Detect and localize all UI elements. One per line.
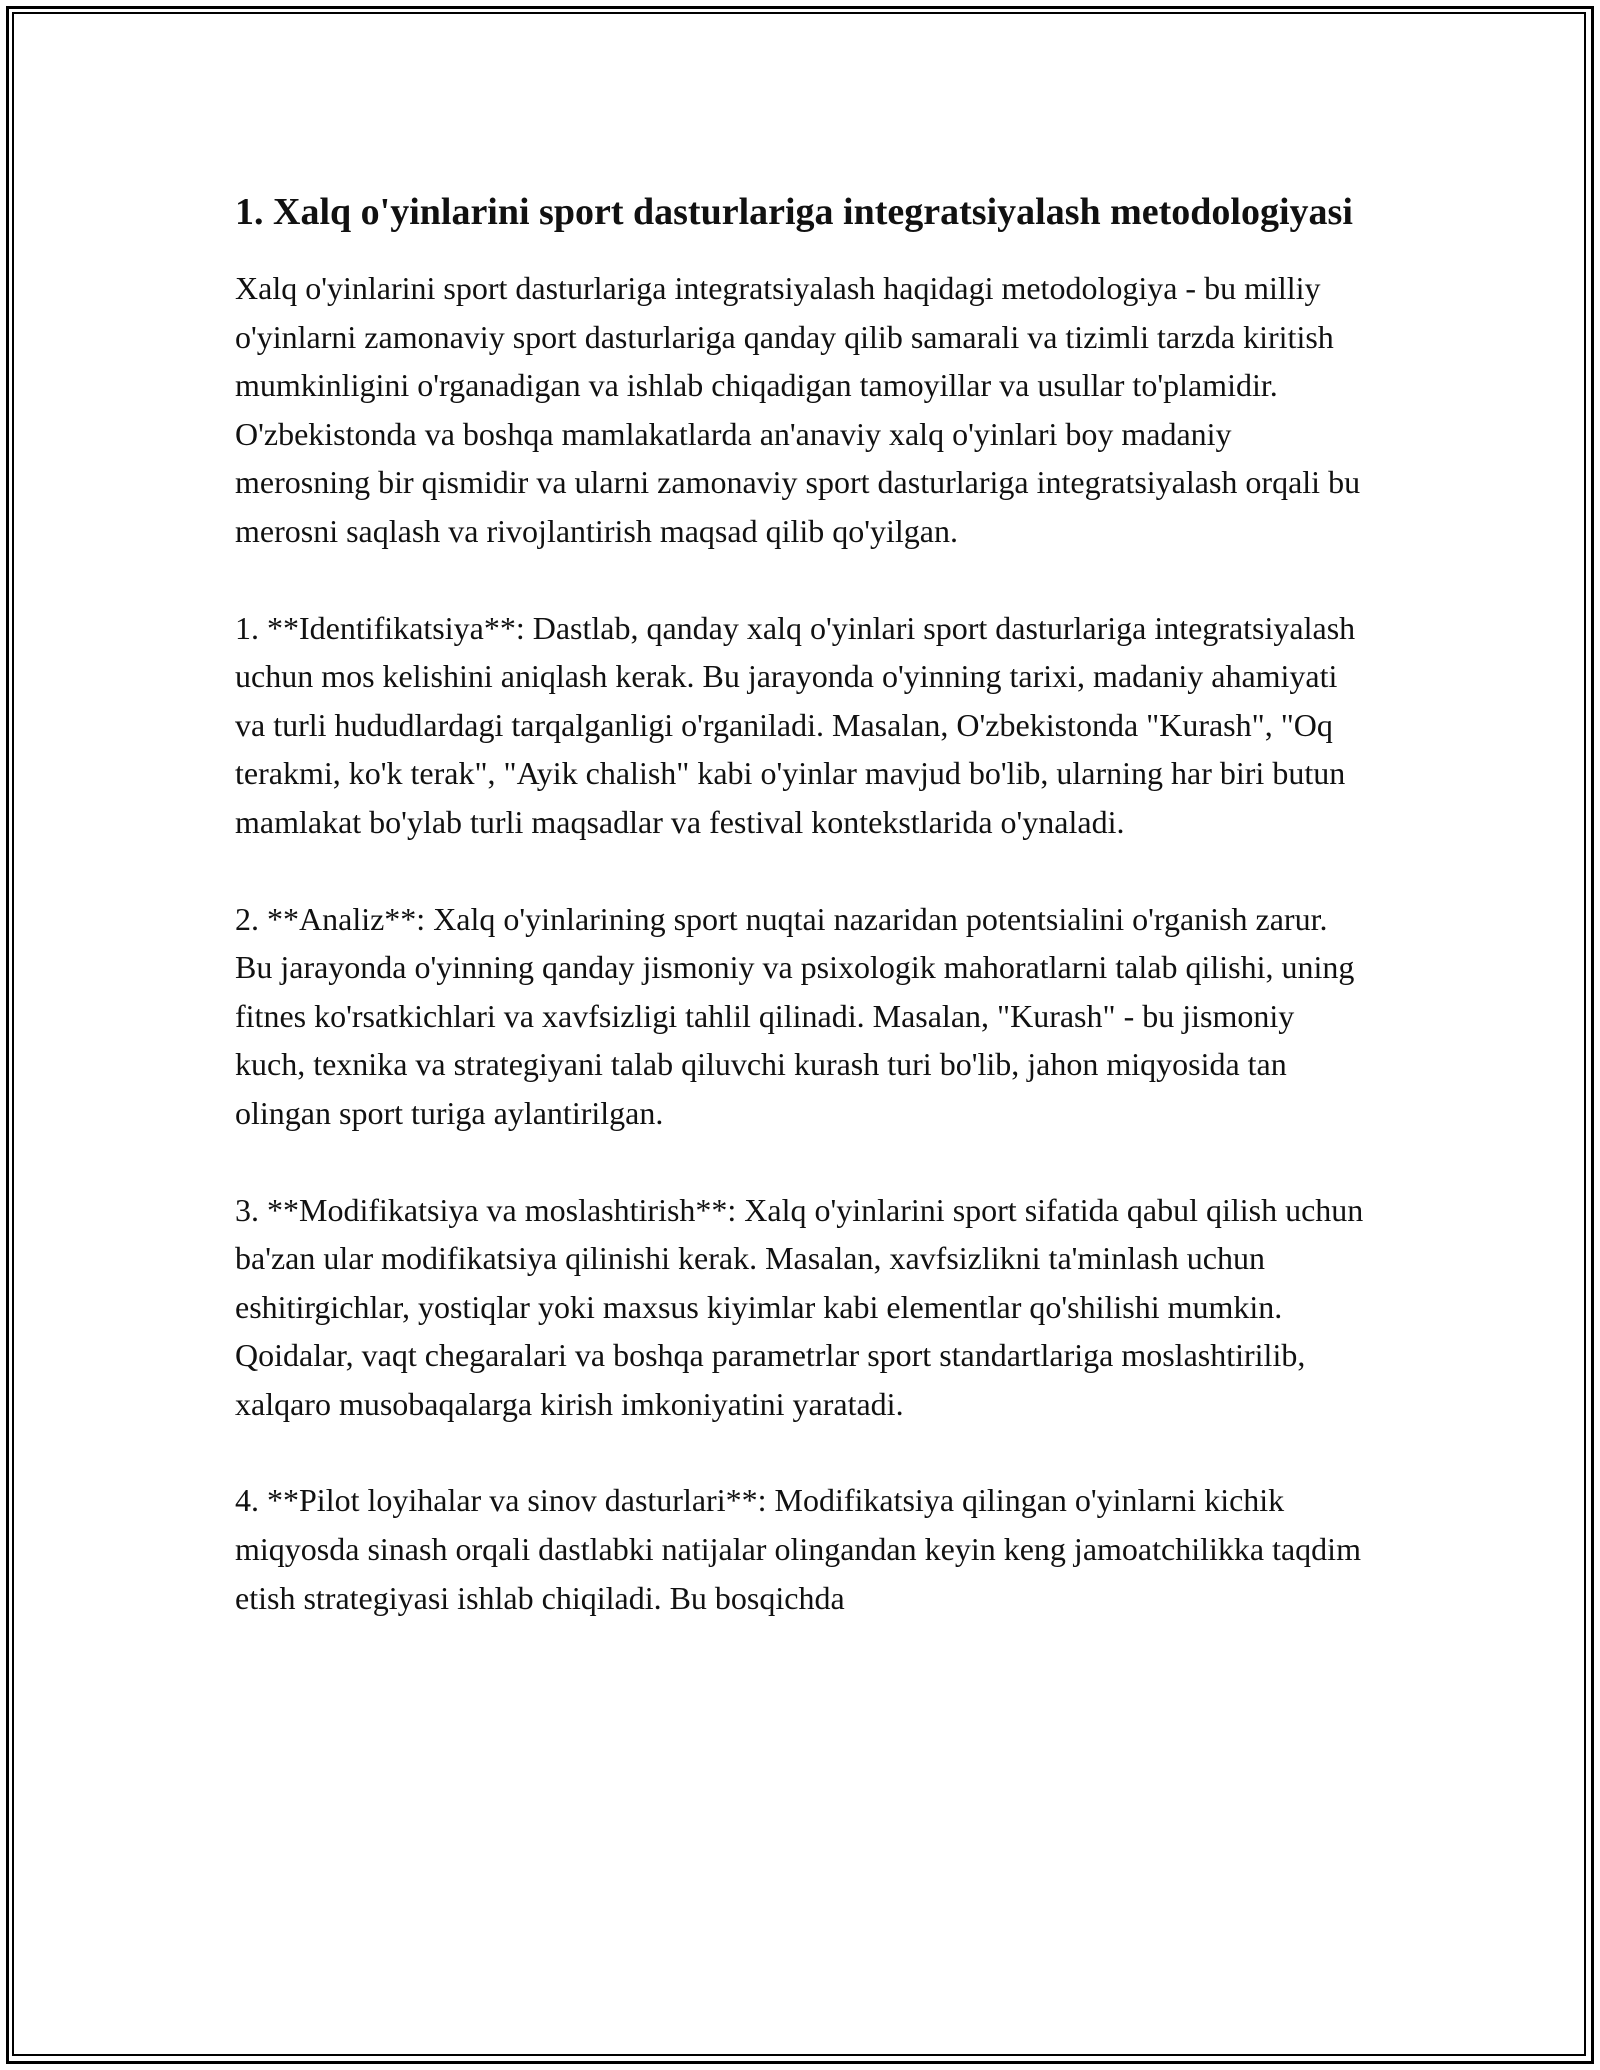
document-body (235, 184, 1365, 1670)
paragraph-identification: 1. **Identifikatsiya**: Dastlab, qanday xalq o'yinlari sport dasturlariga integratsiyalash uchun mos kelishini aniqlash kerak. Bu jarayonda o'yinning tarixi, madaniy ahamiyati va turli hududlardagi tarqalganligi o'rganiladi. Masalan, O'zbekistonda "Kurash", "Oq terakmi, ko'k terak", "Ayik chalish" kabi o'yinlar mavjud bo'lib, ularning har biri butun mamlakat bo'ylab turli maqsadlar va festival kontekstlarida o'ynaladi. (235, 609, 1356, 840)
paragraph-intro: Xalq o'yinlarini sport dasturlariga integratsiyalash haqidagi metodologiya - bu milliy o'yinlarni zamonaviy sport dasturlariga qanday qilib samarali va tizimli tarzda kiritish mumkinligini o'rganadigan va ishlab chiqadigan tamoyillar va usullar to'plamidir. O'zbekistonda va boshqa mamlakatlarda an'anaviy xalq o'yinlari boy madaniy merosning bir qismidir va ularni zamonaviy sport dasturlariga integratsiyalash orqali bu merosni saqlash va rivojlantirish maqsad qilib qo'yilgan. (235, 270, 1361, 549)
paragraph-pilot-projects: 4. **Pilot loyihalar va sinov dasturlari**: Modifikatsiya qilingan o'yinlarni kichik miqyosda sinash orqali dastlabki natijalar olingandan keyin keng jamoatchilikka taqdim etish strategiyasi ishlab chiqiladi. Bu bosqichda (235, 1482, 1361, 1616)
paragraph-analysis: 2. **Analiz**: Xalq o'yinlarining sport nuqtai nazaridan potentsialini o'rganish zarur. Bu jarayonda o'yinning qanday jismoniy va psixologik mahoratlarni talab qilishi, uning fitnes ko'rsatkichlari va xavfsizligi tahlil qilinadi. Masalan, "Kurash" - bu jismoniy kuch, texnika va strategiyani talab qiluvchi kurash turi bo'lib, jahon miqyosida tan olingan sport turiga aylantirilgan. (235, 900, 1355, 1131)
paragraph-modification: 3. **Modifikatsiya va moslashtirish**: Xalq o'yinlarini sport sifatida qabul qilish uchun ba'zan ular modifikatsiya qilinishi kerak. Masalan, xavfsizlikni ta'minlash uchun eshitirgichlar, yostiqlar yoki maxsus kiyimlar kabi elementlar qo'shilishi mumkin. Qoidalar, vaqt chegaralari va boshqa parametrlar sport standartlariga moslashtirilib, xalqaro musobaqalarga kirish imkoniyatini yaratadi. (235, 1191, 1364, 1422)
section-title: 1. Xalq o'yinlarini sport dasturlariga integratsiyalash metodologiyasi (235, 191, 1353, 233)
